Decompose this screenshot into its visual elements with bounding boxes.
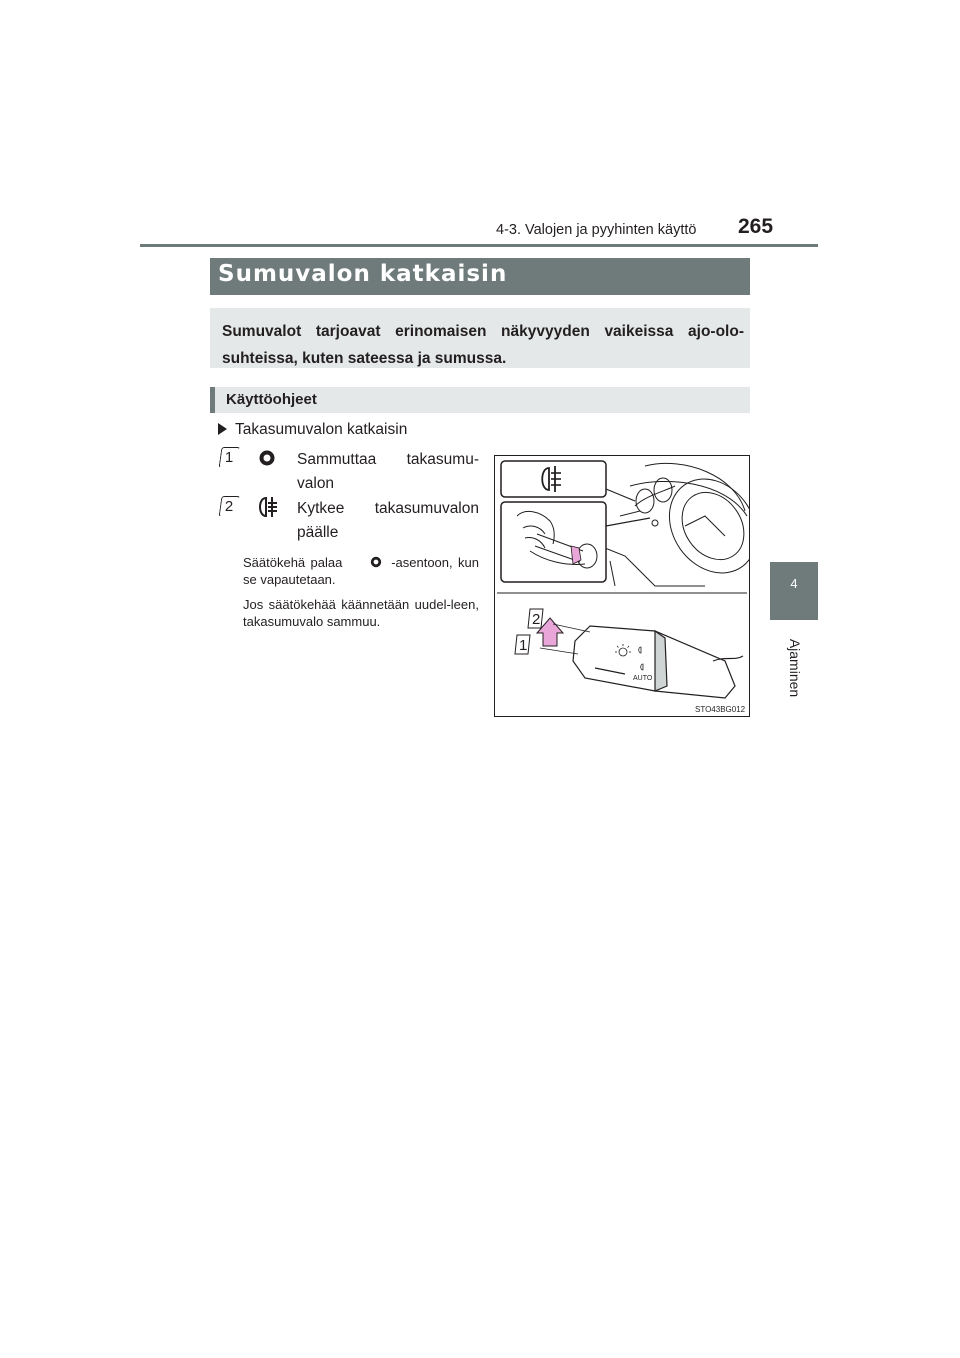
note-1-after: -asentoon, kun se vapautetaan.	[243, 555, 479, 587]
callout-1: 1	[519, 637, 528, 654]
page-number: 265	[738, 215, 774, 238]
section-title-bar	[210, 258, 750, 295]
fog-light-off-icon-inline	[348, 556, 386, 568]
auto-label: AUTO	[633, 675, 653, 682]
running-header-section: 4-3. Valojen ja pyyhinten käyttö	[496, 222, 697, 238]
intro-text: Sumuvalot tarjoavat erinomaisen näkyvyyden vaikeissa ajo-olo-suhteissa, kuten sateessa ja sumussa.	[222, 323, 744, 367]
callout-2: 2	[532, 611, 541, 628]
fog-switch-illustration	[495, 456, 749, 716]
intro-box	[210, 308, 750, 368]
figure-code: STO43BG012	[695, 705, 746, 714]
subheading-bar	[210, 387, 750, 413]
bullet-triangle-icon	[218, 423, 227, 435]
item-2-text: Kytkee takasumuvalon päälle	[297, 500, 479, 541]
illustration-frame	[494, 455, 750, 717]
header-divider	[140, 244, 818, 247]
item-number-1: 1	[222, 448, 236, 468]
item-number-2: 2	[222, 497, 236, 517]
item-1-text: Sammuttaa takasumu-valon	[297, 451, 479, 492]
fog-light-off-icon	[256, 448, 278, 468]
chapter-label: Ajaminen	[787, 638, 803, 698]
note-1-before: Säätökehä palaa	[243, 555, 343, 570]
note-2: Jos säätökehää käännetään uudel-leen, takasumuvalo sammuu.	[243, 597, 479, 629]
bullet-text: Takasumuvalon katkaisin	[235, 421, 408, 438]
subheading: Käyttöohjeet	[226, 391, 317, 408]
note-1	[243, 554, 479, 588]
chapter-tab: 4	[770, 562, 818, 620]
bullet-item	[218, 421, 407, 439]
section-title: Sumuvalon katkaisin	[218, 261, 508, 287]
rear-fog-light-icon	[254, 494, 280, 520]
